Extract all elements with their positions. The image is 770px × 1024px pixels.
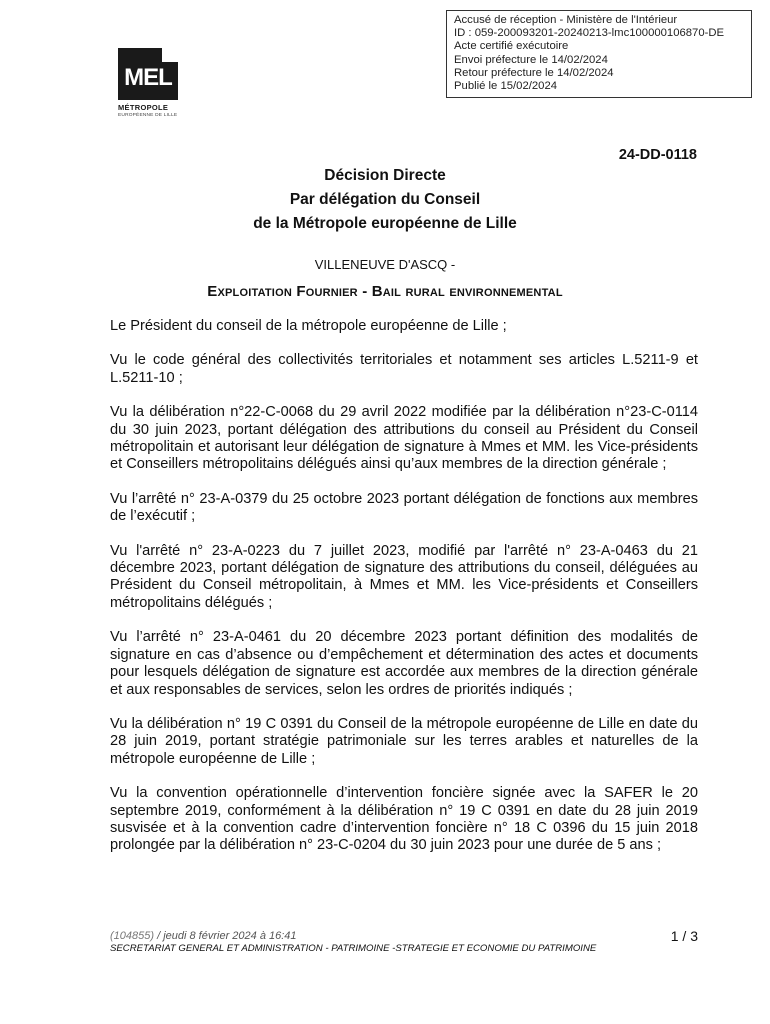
stamp-line: Publié le 15/02/2024: [454, 80, 558, 93]
page-number: 1 / 3: [670, 928, 698, 944]
decision-subject: Exploitation Fournier - Bail rural environnemental: [207, 283, 563, 300]
commune-name: VILLENEUVE D'ASCQ -: [314, 257, 456, 272]
paragraph: Vu l’arrêté n° 23-A-0461 du 20 décembre 2023 portant définition des modalités de signature en cas d’absence ou d’empêchement et détermination des actes et documents pour lesquels délégation de signature est accordée aux membres de la direction générale et aux responsables de services, selon les ordres de priorités indiqués ;: [110, 629, 698, 698]
footer-department: SECRETARIAT GENERAL ET ADMINISTRATION - PATRIMOINE -STRATEGIE ET ECONOMIE DU PATRIMOINE: [110, 943, 597, 954]
page-footer: [110, 930, 698, 954]
logo-name: MÉTROPOLE: [118, 103, 169, 112]
decision-reference: 24-DD-0118: [618, 147, 697, 163]
title-line: de la Métropole européenne de Lille: [253, 215, 517, 232]
paragraph: Vu l'arrêté n° 23-A-0223 du 7 juillet 2023, modifié par l'arrêté n° 23-A-0463 du 21 décembre 2023, portant délégation de signature des attributions du conseil, déléguées au Président du Conseil métropolitain, à Mmes et MM. les Vice-présidents et Conseillers métropolitains délégués ;: [110, 542, 698, 611]
paragraph: Vu l’arrêté n° 23-A-0379 du 25 octobre 2023 portant délégation de fonctions aux membres de l’exécutif ;: [110, 490, 698, 525]
stamp-line: Envoi préfecture le 14/02/2024: [454, 53, 608, 66]
title-line: Par délégation du Conseil: [289, 191, 481, 208]
stamp-line: ID : 059-200093201-20240213-lmc100000106870-DE: [454, 27, 725, 40]
paragraph: Le Président du conseil de la métropole européenne de Lille ;: [110, 318, 507, 334]
logo-notch: [162, 48, 178, 62]
logo-tagline: EUROPÉENNE DE LILLE: [118, 113, 178, 118]
footer-meta: [110, 930, 698, 942]
footer-id: (104855): [110, 930, 155, 942]
decision-body: [110, 318, 698, 872]
decision-title: [0, 164, 770, 236]
reception-stamp: [446, 10, 752, 98]
title-line: Décision Directe: [324, 167, 446, 184]
logo-mark: MEL: [124, 64, 172, 91]
mel-logo: [118, 48, 178, 120]
stamp-line: Accusé de réception - Ministère de l'Intérieur: [454, 14, 678, 26]
stamp-line: Retour préfecture le 14/02/2024: [454, 66, 614, 79]
paragraph: Vu la délibération n°22-C-0068 du 29 avril 2022 modifiée par la délibération n°23-C-0114 du 30 juin 2023, portant délégation des attributions du conseil au Président du Conseil métropolitain et autorisant leur délégation de signature à Mmes et MM. les Vice-présidents et Conseillers métropolitains délégués ainsi qu’aux membres de la direction générale ;: [110, 404, 698, 473]
stamp-line: Acte certifié exécutoire: [454, 40, 569, 53]
footer-date: / jeudi 8 février 2024 à 16:41: [154, 930, 297, 942]
paragraph: Vu le code général des collectivités territoriales et notamment ses articles L.5211-9 et L.5211-10 ;: [110, 352, 698, 386]
paragraph: Vu la convention opérationnelle d’intervention foncière signée avec la SAFER le 20 septembre 2019, conformément à la délibération n° 19 C 0391 en date du 28 juin 2019 susvisée et à la convention cadre d’intervention foncière n° 18 C 0396 du 15 juin 2018 prolongée par la délibération n° 23-C-0204 du 30 juin 2023 pour une durée de 5 ans ;: [110, 785, 698, 854]
paragraph: Vu la délibération n° 19 C 0391 du Conseil de la métropole européenne de Lille en date du 28 juin 2019, portant stratégie patrimoniale sur les terres arables et naturelles de la métropole européenne de Lille ;: [110, 715, 698, 767]
